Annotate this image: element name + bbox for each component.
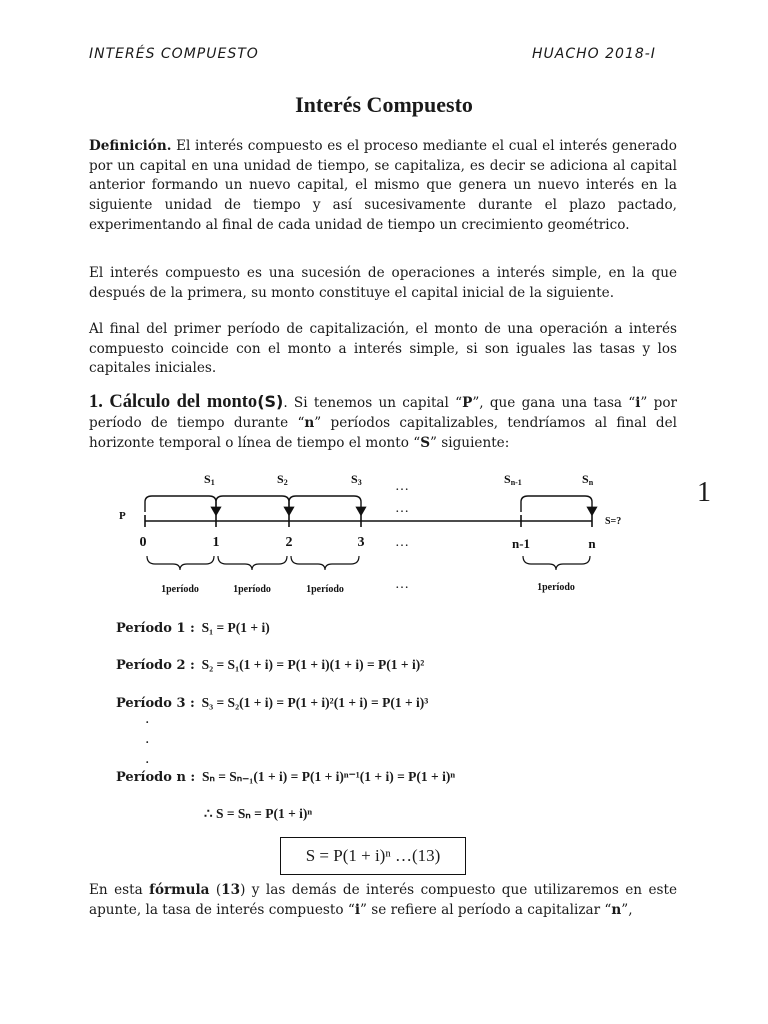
ellipsis: …	[395, 479, 409, 494]
tick-2: 2	[285, 535, 293, 550]
period-label: 1período	[537, 582, 575, 593]
equation-expression: Sₙ = Sₙ₋₁(1 + i) = P(1 + i)ⁿ⁻¹(1 + i) = P(1 + i)ⁿ	[201, 769, 456, 784]
paragraph-2: El interés compuesto es una sucesión de operaciones a interés simple, en la que después de la primera, su monto constituye el capital inicial de la siguiente.	[89, 265, 677, 301]
tick-n: n	[588, 536, 596, 551]
therefore-equation	[204, 806, 312, 822]
s-end-label: S=?	[605, 516, 622, 527]
tick-1: 1	[212, 535, 220, 550]
final-text: ”,	[621, 901, 633, 918]
final-bold-n: n	[611, 901, 622, 918]
equation-expression: S₂ = S₁(1 + i) = P(1 + i)(1 + i) = P(1 + i)²	[201, 657, 425, 672]
brace-period-2	[218, 556, 287, 570]
section-1-heading-symbol: (S)	[257, 392, 284, 411]
section-1-text: ” por período de tiempo durante “	[89, 395, 678, 431]
vertical-dot: .	[145, 711, 150, 727]
definition-label: Definición.	[89, 138, 172, 154]
page-number: 1	[697, 477, 711, 508]
ellipsis: …	[395, 501, 409, 516]
final-bold-i: i	[354, 901, 360, 918]
section-1-text: ” siguiente:	[430, 435, 510, 451]
final-paragraph	[89, 881, 677, 920]
brace-period-1	[147, 556, 214, 570]
period-label: 1período	[161, 584, 199, 595]
paragraph-3: Al final del primer período de capitalización, el monto de una operación a interés compuesto coincide con el monto a interés simple, si son iguales las tasas y los capitales iniciales.	[89, 321, 677, 377]
equation-period-3	[116, 695, 428, 711]
final-bold-number: 13	[221, 882, 241, 898]
sn-1-label: Sn-1	[504, 472, 522, 487]
var-i: i	[635, 395, 641, 411]
var-s: S	[420, 435, 431, 451]
page-title: Interés Compuesto	[295, 92, 473, 117]
var-n: n	[304, 415, 315, 431]
arc-period-n	[521, 496, 592, 515]
final-bold-formula: fórmula	[149, 882, 210, 898]
final-text: ) y las demás de interés compuesto que utilizaremos en este apunte, la tasa de interés compuesto “	[89, 882, 677, 918]
tick-3: 3	[357, 535, 365, 550]
sn-label: Sn	[582, 472, 594, 487]
equation-expression: S₁ = P(1 + i)	[201, 620, 270, 635]
equation-period-1	[116, 620, 270, 636]
period-label: 1período	[233, 584, 271, 595]
definition-text: El interés compuesto es el proceso mediante el cual el interés generado por un capital en una unidad de tiempo, se capitaliza, es decir se adiciona al capital anterior formando un nuevo capital, el mismo que genera un nuevo interés en la siguiente unidad de tiempo y así sucesivamente durante el plazo pactado, experimentando al final de cada unidad de tiempo un crecimiento geométrico.	[89, 138, 677, 233]
equation-label: Período 3 :	[116, 696, 195, 711]
tick-0: 0	[139, 535, 147, 550]
header-right: HUACHO 2018-I	[532, 46, 656, 62]
vertical-dot: .	[145, 751, 150, 767]
final-text: (	[209, 882, 222, 898]
section-1-text: . Si tenemos un capital “	[283, 395, 463, 411]
section-1-text: ” períodos capitalizables, tendríamos al final del horizonte temporal o línea de tiempo el monto “	[89, 415, 677, 451]
definition-paragraph	[89, 137, 677, 236]
equation-label: Período 2 :	[116, 658, 195, 673]
formula-box: S = P(1 + i)ⁿ …(13)	[280, 837, 466, 875]
tick-n-1: n-1	[511, 536, 531, 551]
arc-period-3	[289, 496, 361, 515]
equation-period-n	[116, 769, 455, 785]
vertical-dot: .	[145, 731, 150, 747]
therefore-expression: ∴ S = Sₙ = P(1 + i)ⁿ	[204, 806, 313, 821]
section-1-heading: 1. Cálculo del monto	[89, 392, 258, 412]
ellipsis: …	[395, 577, 409, 592]
arc-period-1	[145, 496, 216, 515]
p-label: P	[119, 510, 126, 522]
ellipsis: …	[395, 535, 409, 550]
s1-label: S1	[204, 472, 215, 487]
equation-label: Período 1 :	[116, 621, 195, 636]
equation-label: Período n :	[116, 770, 196, 785]
period-label: 1período	[306, 584, 344, 595]
equation-expression: S₃ = S₂(1 + i) = P(1 + i)²(1 + i) = P(1 + i)³	[201, 695, 429, 710]
var-p: P	[462, 395, 473, 411]
section-1-text: ”, que gana una tasa “	[472, 395, 636, 411]
equation-period-2	[116, 657, 424, 673]
brace-period-3	[291, 556, 359, 570]
brace-period-n	[523, 556, 590, 570]
timeline-diagram	[0, 460, 768, 610]
header-left: INTERÉS COMPUESTO	[89, 46, 259, 62]
s2-label: S2	[277, 472, 288, 487]
section-1-paragraph	[89, 392, 677, 453]
arc-period-2	[216, 496, 289, 515]
s3-label: S3	[351, 472, 362, 487]
final-text: En esta	[89, 882, 150, 898]
final-text: ” se refiere al período a capitalizar “	[359, 901, 612, 918]
